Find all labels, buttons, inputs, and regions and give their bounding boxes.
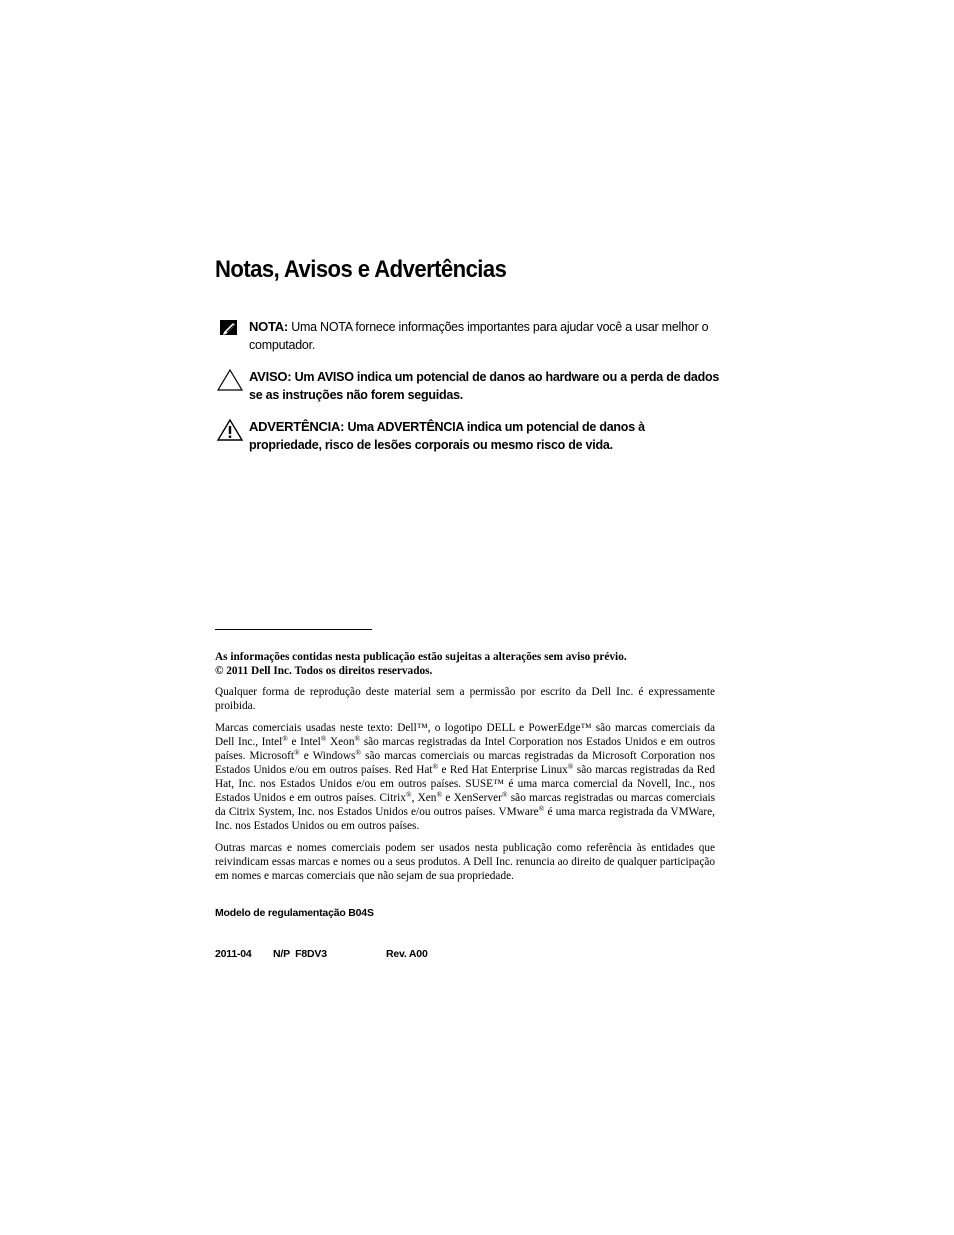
tm-text: e Intel [288, 736, 321, 748]
registered-mark: ® [354, 734, 361, 743]
registered-mark: ® [320, 734, 327, 743]
publication-date: 2011-04 [215, 948, 252, 960]
legal-notice-line1: As informações contidas nesta publicação estão sujeitas a alterações sem aviso prévio. [215, 651, 627, 663]
page-title: Notas, Avisos e Advertências [215, 256, 507, 283]
warning-text: Uma ADVERTÊNCIA indica um potencial de danos à propriedade, risco de lesões corporais ou mesmo risco de vida. [249, 420, 645, 452]
part-number: N/P F8DV3 [273, 948, 327, 960]
tm-text: , Xen [411, 792, 437, 804]
tm-text: são marcas registradas ou marcas comerciais da Citrix System, Inc. nos Estados Unidos e/ou outros países. VMware [215, 792, 716, 818]
tm-text: é uma marca registrada da VMWare, Inc. nos Estados Unidos ou em outros países. [215, 806, 716, 832]
registered-mark: ® [294, 748, 300, 757]
tm-text: Xeon [326, 736, 355, 748]
tm-text: e Red Hat Enterprise Linux [438, 764, 568, 776]
trademarks-paragraph [215, 721, 715, 833]
warning-block [215, 418, 720, 454]
tm-text: e Windows [299, 750, 356, 762]
registered-mark: ® [436, 790, 443, 799]
pencil-note-icon [215, 318, 245, 344]
registered-mark: ® [432, 762, 439, 771]
note-text: Uma NOTA fornece informações importantes para ajudar você a usar melhor o computador. [249, 320, 709, 352]
tm-text: e XenServer [442, 792, 502, 804]
registered-mark: ® [501, 790, 508, 799]
separator-rule [215, 629, 372, 630]
registered-mark: ® [538, 804, 545, 813]
caution-triangle-icon [215, 368, 245, 394]
registered-mark: ® [282, 734, 288, 743]
registered-mark: ® [355, 748, 362, 757]
registered-mark: ® [405, 790, 412, 799]
note-block [215, 318, 720, 354]
warning-label: ADVERTÊNCIA: [249, 419, 345, 434]
tm-text: são marcas registradas da Intel Corporation nos Estados Unidos e em outros países. Microsoft [215, 736, 716, 762]
copyright-line: © 2011 Dell Inc. Todos os direitos reservados. [215, 665, 433, 677]
legal-notice [215, 650, 715, 678]
note-label: NOTA: [249, 319, 288, 334]
caution-text: Um AVISO indica um potencial de danos ao hardware ou a perda de dados se as instruções não forem seguidas. [249, 370, 720, 402]
caution-label: AVISO: [249, 369, 292, 384]
tm-text: são marcas comerciais ou marcas registradas da Microsoft Corporation nos Estados Unidos e/ou em outros países. Red Hat [215, 750, 716, 776]
warning-exclamation-triangle-icon [215, 418, 245, 444]
other-marks-paragraph: Outras marcas e nomes comerciais podem ser usados nesta publicação como referência às entidades que reivindicam essas marcas e nomes ou a seus produtos. A Dell Inc. renuncia ao direito de qualquer participação em nomes e marcas comerciais que não sejam de sua propriedade. [215, 842, 715, 882]
tm-text: são marcas registradas da Red Hat, Inc. nos Estados Unidos e/ou em outros países. SUSE™ é uma marca comercial da Novell, Inc., nos Estados Unidos e em outros países. Citrix [215, 764, 715, 804]
reproduction-paragraph: Qualquer forma de reprodução deste material sem a permissão por escrito da Dell Inc. é expressamente proibida. [215, 686, 715, 712]
registered-mark: ® [567, 762, 574, 771]
revision: Rev. A00 [386, 948, 428, 960]
regulatory-model: Modelo de regulamentação B04S [215, 907, 374, 919]
caution-block [215, 368, 720, 404]
tm-text: Marcas comerciais usadas neste texto: Dell™, o logotipo DELL e PowerEdge™ são marcas comerciais da Dell Inc., Intel [215, 722, 715, 748]
